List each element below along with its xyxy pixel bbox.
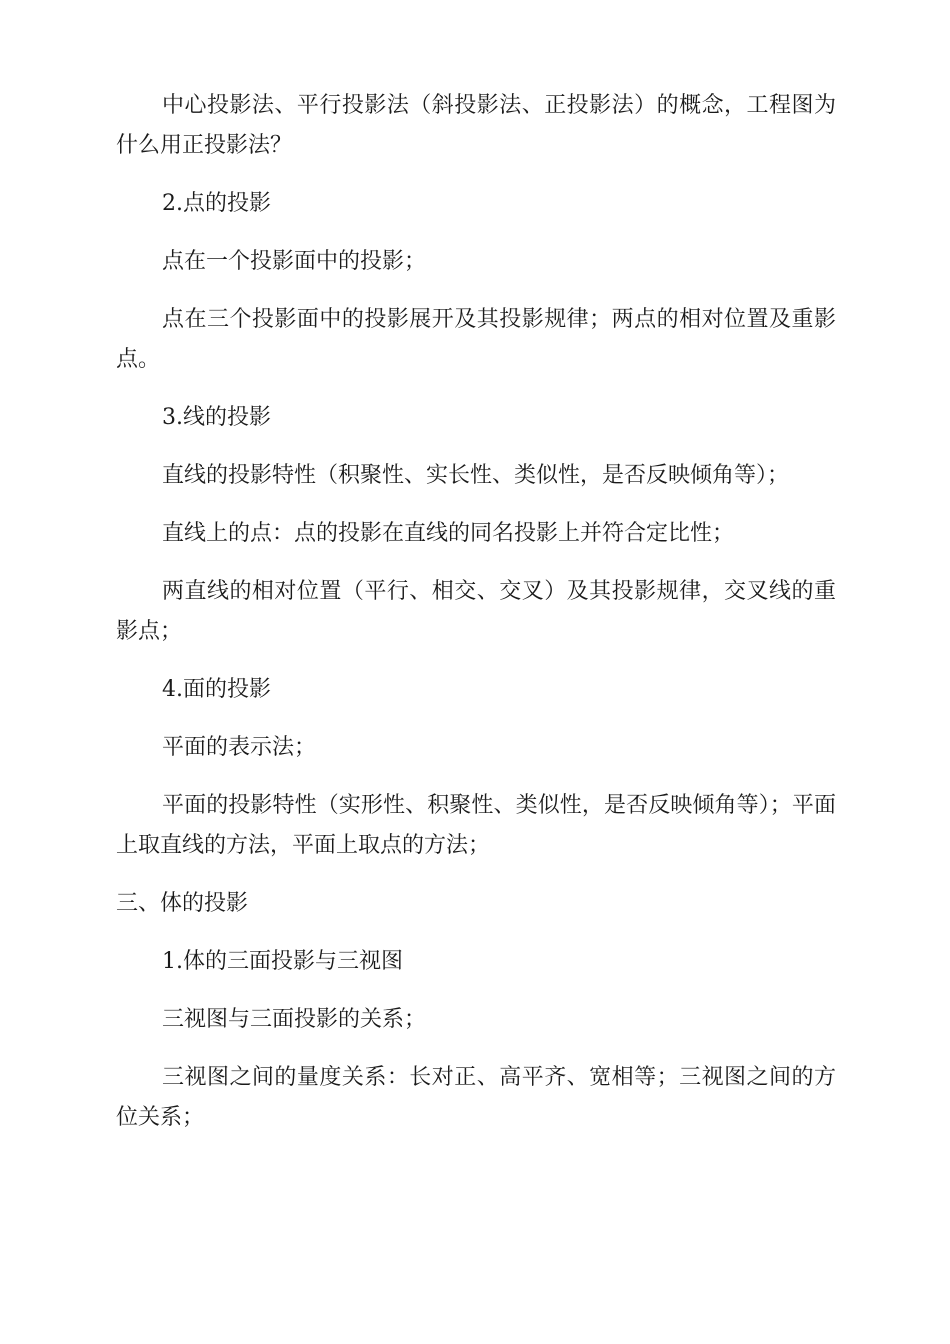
paragraph: 点在一个投影面中的投影； [162, 249, 427, 274]
paragraph: 三视图之间的量度关系：长对正、高平齐、宽相等；三视图之间的方位关系； [116, 1065, 836, 1130]
section-heading: 4.面的投影 [162, 677, 271, 702]
paragraph: 中心投影法、平行投影法（斜投影法、正投影法）的概念，工程图为什么用正投影法？ [116, 93, 836, 158]
paragraph: 直线上的点：点的投影在直线的同名投影上并符合定比性； [162, 521, 735, 546]
paragraph: 平面的投影特性（实形性、积聚性、类似性，是否反映倾角等）；平面上取直线的方法，平面上取点的方法； [116, 793, 836, 858]
paragraph: 两直线的相对位置（平行、相交、交叉）及其投影规律，交叉线的重影点； [116, 579, 836, 644]
paragraph: 平面的表示法； [162, 735, 317, 760]
paragraph: 三视图与三面投影的关系； [162, 1007, 427, 1032]
section-heading: 2.点的投影 [162, 191, 271, 216]
document-body [116, 86, 836, 1156]
chapter-heading: 三、体的投影 [116, 891, 249, 916]
section-heading: 1.体的三面投影与三视图 [162, 949, 403, 974]
section-heading: 3.线的投影 [162, 405, 271, 430]
paragraph: 直线的投影特性（积聚性、实长性、类似性，是否反映倾角等）； [162, 463, 790, 488]
paragraph: 点在三个投影面中的投影展开及其投影规律；两点的相对位置及重影点。 [116, 307, 836, 372]
